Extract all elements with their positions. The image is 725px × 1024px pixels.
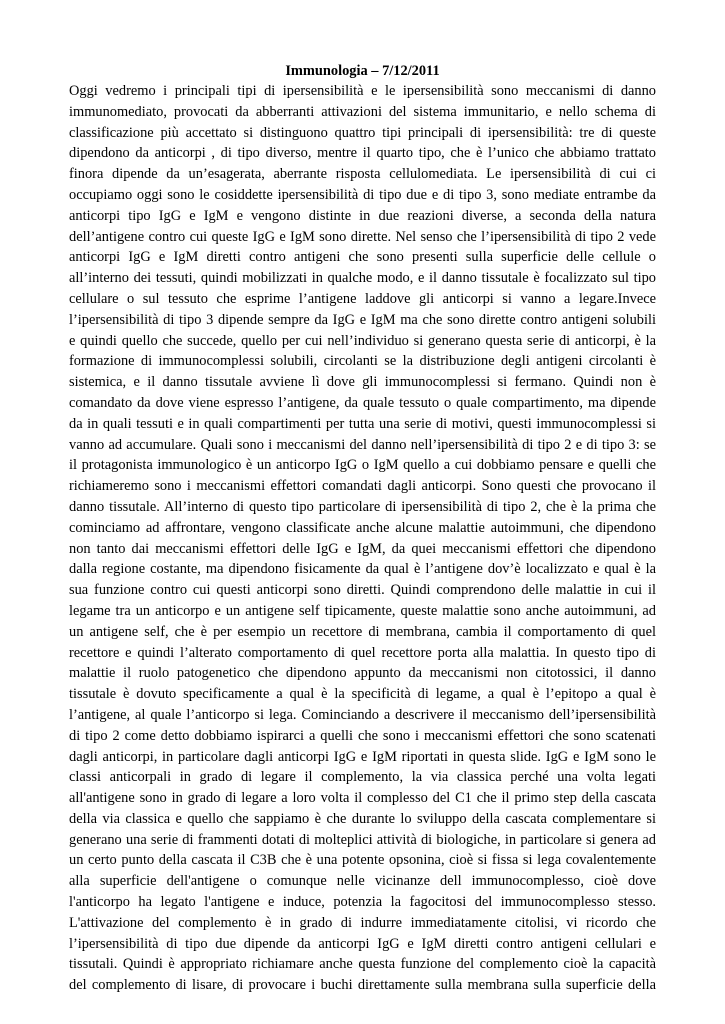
- body-line: anticorpi tipo IgG e IgM e vengono distinte in due reazioni diverse, a seconda della natura: [69, 207, 656, 224]
- document-body: [69, 81, 656, 996]
- body-line: occupiamo oggi sono le cosiddette ipersensibilità di tipo due e di tipo 3, sono mediate entrambe da: [69, 186, 656, 203]
- body-line: malattie il ruolo patogenetico che dipendono appunto da meccanismi non citotossici, il danno: [69, 665, 656, 682]
- body-line: l’ipersensibilità di tipo due dipende da anticorpi IgG e IgM diretti contro antigeni cellulari e: [69, 935, 656, 952]
- body-line: di tipo 2 come detto dobbiamo ispirarci a quelli che sono i meccanismi effettori che sono scatenati: [69, 727, 656, 744]
- body-line: tissutale è dovuto specificamente a qual è la specificità di legame, a qual è l’epitopo a qual è: [69, 686, 656, 703]
- body-line: all'antigene sono in grado di legare a loro volta il complesso del C1 che il primo step della cascata: [69, 790, 656, 807]
- body-line: un certo punto della cascata il C3B che è una potente opsonina, cioè si fissa si lega covalentemente: [69, 852, 656, 869]
- body-line: richiameremo sono i meccanismi effettori comandati dagli anticorpi. Sono questi che provocano il: [69, 478, 656, 495]
- body-line: della via classica e quello che sappiamo è che durante lo sviluppo della cascata complementare si: [69, 810, 656, 827]
- body-line: comandato da dove viene espresso l’antigene, da quale tessuto o quale compartimento, ma dipende: [69, 394, 656, 411]
- body-line: non tanto dai meccanismi effettori delle IgG e IgM, da quei meccanismi effettori che dipendono: [69, 540, 656, 557]
- body-line: classi anticorpali in grado di legare il complemento, la via classica perché una volta legati: [69, 769, 656, 786]
- body-line: un antigene self, che è per esempio un recettore di membrana, cambia il comportamento di quel: [69, 623, 656, 640]
- body-line: del complemento di lisare, di provocare i buchi direttamente sulla membrana sulla superficie della: [69, 977, 656, 994]
- body-line: dalla regione costante, ma dipendono fisicamente da qual è l’antigene dov’è localizzato e qual è la: [69, 561, 656, 578]
- body-line: l’ipersensibilità di tipo 3 dipende sempre da IgG e IgM ma che sono dirette contro antigeni solubili: [69, 311, 656, 328]
- body-line: legame tra un anticorpo e un antigene self tipicamente, queste malattie sono anche autoimmuni, ad: [69, 602, 656, 619]
- body-line: L'attivazione del complemento è in grado di indurre immediatamente citolisi, vi ricordo che: [69, 914, 656, 931]
- body-line: classificazione più accettato si distinguono quattro tipi principali di ipersensibilità: tre di queste: [69, 124, 656, 141]
- body-line: immunomediato, provocati da abberranti attivazioni del sistema immunitario, e nello schema di: [69, 103, 656, 120]
- body-line: sua funzione contro cui questi anticorpi sono diretti. Quindi comprendono delle malattie in cui il: [69, 582, 656, 599]
- body-line: da in quali tessuti e in quali compartimenti per tutta una serie di motivi, questi immunocomplessi si: [69, 415, 656, 432]
- body-line: danno tissutale. All’interno di questo tipo particolare di ipersensibilità di tipo 2, che è la prima che: [69, 498, 656, 515]
- document-title: Immunologia – 7/12/2011: [285, 63, 440, 79]
- body-line: generano una serie di frammenti dotati di molteplici attività di biologiche, in particolare si genera ad: [69, 831, 656, 848]
- body-line: dagli anticorpi, in particolare dagli anticorpi IgG e IgM riportati in questa slide. IgG e IgM sono le: [69, 748, 656, 765]
- body-line: cellulare o sul tessuto che esprime l’antigene laddove gli anticorpi si vanno a legare.Invece: [69, 290, 656, 307]
- body-line: cominciamo ad affrontare, vengono classificate anche alcune malattie autoimmuni, che dipendono: [69, 519, 656, 536]
- body-line: vanno ad accumulare. Quali sono i meccanismi del danno nell’ipersensibilità di tipo 2 e di tipo 3: se: [69, 436, 656, 453]
- body-line: formazione di immunocomplessi solubili, circolanti se la distribuzione degli antigeni circolanti è: [69, 353, 656, 370]
- body-line: dipendono da anticorpi , di tipo diverso, mentre il quarto tipo, che è l’unico che abbiamo trattato: [69, 145, 656, 162]
- body-line: l’antigene, al quale l’anticorpo si lega. Cominciando a descrivere il meccanismo dell’ipersensibilità: [69, 706, 656, 723]
- body-line: il protagonista immunologico è un anticorpo IgG o IgM quello a cui dobbiamo pensare e quelli che: [69, 457, 656, 474]
- body-line: sistemica, e il danno tissutale avviene lì dove gli immunocomplessi si fermano. Quindi non è: [69, 374, 656, 391]
- body-line: l'anticorpo ha legato l'antigene e induce, potenzia la fagocitosi del immunocomplesso stesso.: [69, 894, 656, 911]
- body-line: dell’antigene contro cui queste IgG e IgM sono dirette. Nel senso che l’ipersensibilità di tipo 2 vede: [69, 228, 656, 245]
- body-line: alla superficie dell'antigene o comunque nelle vicinanze dell immunocomplesso, cioè dove: [69, 873, 656, 890]
- body-line: recettore e quindi l’alterato comportamento di quel recettore porta alla malattia. In questo tipo di: [69, 644, 656, 661]
- body-line: finora dipende da un’esagerata, aberrante risposta cellulomediata. Le ipersensibilità di cui ci: [69, 166, 656, 183]
- body-line: all’interno dei tessuti, quindi mobilizzati in qualche modo, e il danno tissutale è focalizzato sul tipo: [69, 270, 656, 287]
- body-line: anticorpi IgG e IgM diretti contro antigeni che sono presenti sulla superficie delle cellule o: [69, 249, 656, 266]
- body-line: e quindi quello che succede, quello per cui nell’individuo si generano questa serie di anticorpi, è la: [69, 332, 656, 349]
- body-line: Oggi vedremo i principali tipi di ipersensibilità e le ipersensibilità sono meccanismi di danno: [69, 83, 656, 99]
- body-line: tissutali. Quindi è appropriato richiamare anche questa funzione del complemento cioè la capacità: [69, 956, 656, 973]
